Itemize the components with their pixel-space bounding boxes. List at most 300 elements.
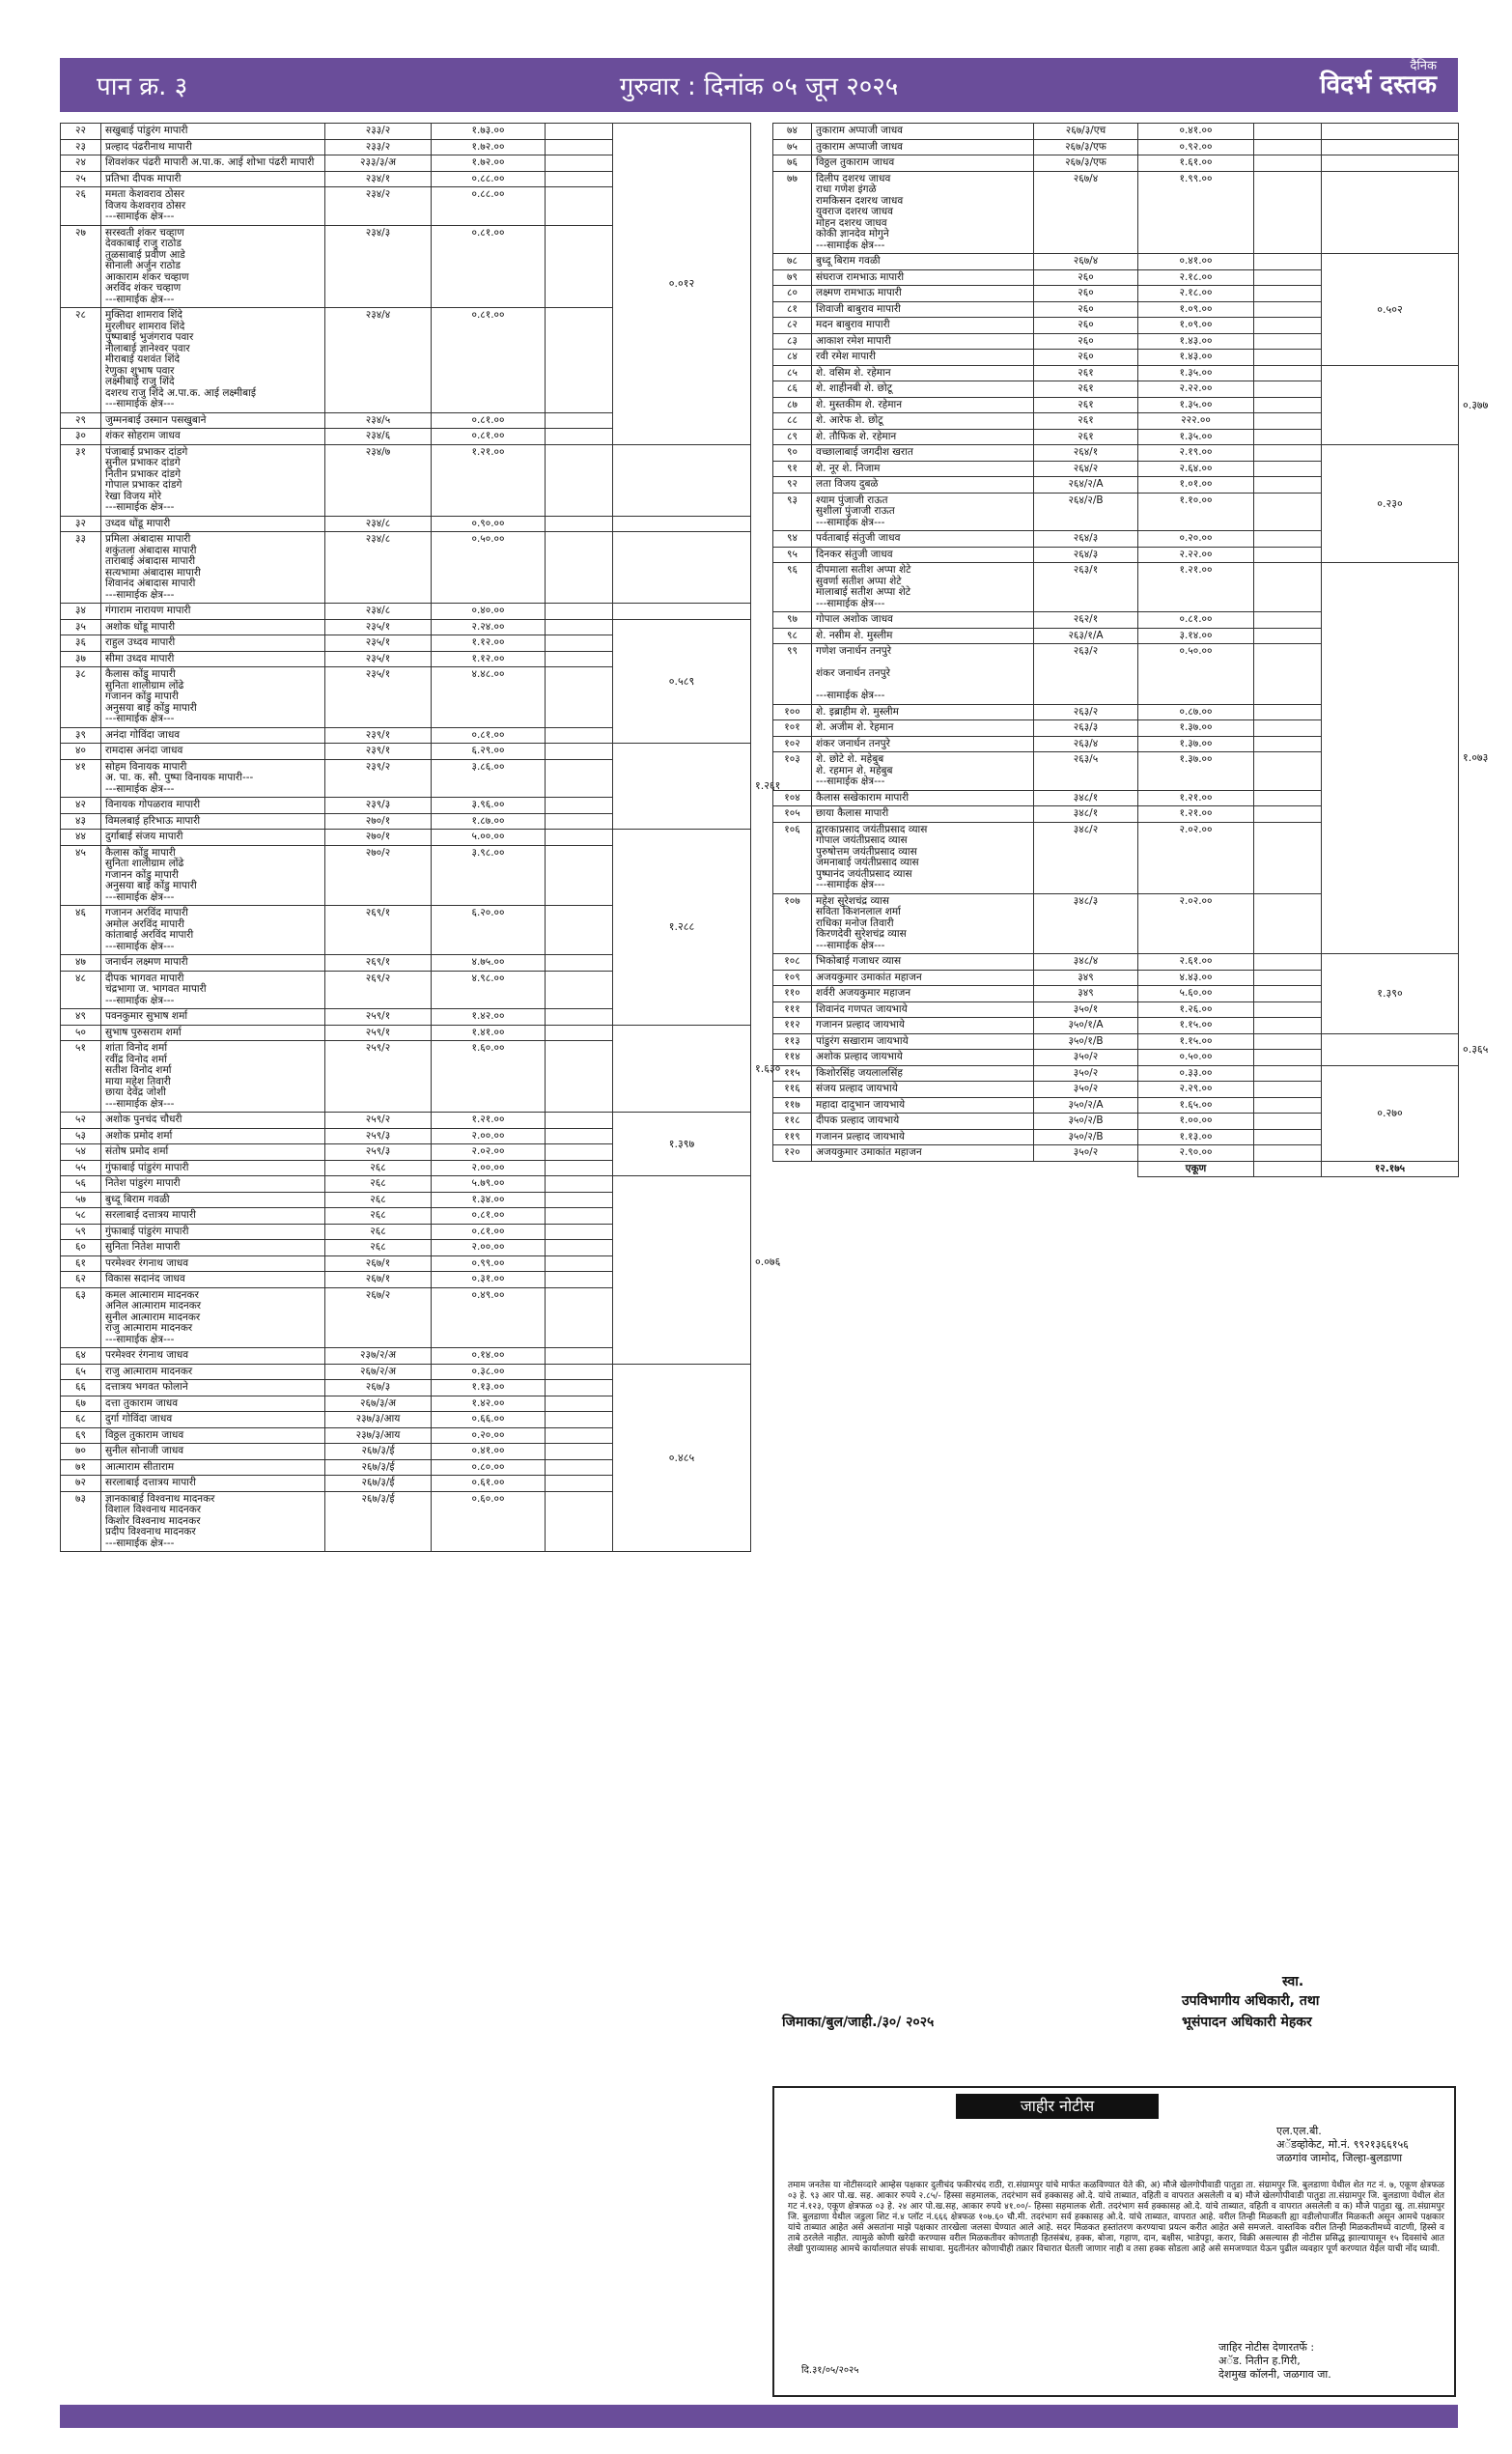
owner-name-cell: आत्माराम सीताराम — [101, 1459, 325, 1476]
owner-name-cell: परमेश्वर रंगनाथ जाधव — [101, 1348, 325, 1365]
serial-cell: ९४ — [773, 531, 812, 548]
owner-name-cell: परमेश्वर रंगनाथ जाधव — [101, 1255, 325, 1272]
survey-number-cell: २६९/१ — [325, 955, 432, 972]
owner-name-cell: वच्छालाबाई जगदीश खरात — [812, 445, 1034, 462]
table-row — [773, 429, 1459, 445]
blank-cell — [1254, 970, 1322, 986]
survey-number-cell: २६१ — [1034, 365, 1138, 381]
serial-cell: ७१ — [61, 1459, 101, 1476]
blank-cell — [1254, 531, 1322, 548]
table-row — [773, 704, 1459, 720]
owner-name-cell: पंजाबाई प्रभाकर दांडगे सुनील प्रभाकर दांडगे नितीन प्रभाकर दांडगे गोपाल प्रभाकर दांडगे रेखा विजय मोरे ---सामाईक क्षेत्र--- — [101, 444, 325, 516]
blank-cell — [546, 1412, 613, 1428]
owner-name-cell: मुक्तिदा शामराव शिंदे मुरलीधर शामराव शिंदे पुष्पाबाई भुजंगराव पवार नीलाबाई ज्ञानेश्वर पवार मीराबाई यशवंत शिंदे रेणुका शुभाष पवार लक्ष्मीबाई राजु शिंदे दशरथ राजु शिंदे अ.पा.क. आई लक्ष्मीबाई ---सामाईक क्षेत्र--- — [101, 308, 325, 413]
survey-number-cell: २६९/१ — [325, 906, 432, 955]
owner-name-cell: अजयकुमार उमाकांत महाजन — [812, 1145, 1034, 1162]
survey-number-cell: ३५०/१/A — [1034, 1018, 1138, 1034]
survey-number-cell: २६७/३/एफ — [1034, 139, 1138, 155]
serial-cell: १२० — [773, 1145, 812, 1162]
survey-number-cell: २७०/२ — [325, 845, 432, 906]
owner-name-cell: शे. नसीम शे. मुस्लीम — [812, 628, 1034, 644]
area-cell: १.३७.०० — [1138, 736, 1254, 752]
blank-cell — [1254, 493, 1322, 531]
blank-cell — [1254, 1065, 1322, 1082]
table-row: ८४ रवी रमेश मापारी २६० १.४३.०० ०.३७७ — [773, 350, 1459, 366]
blank-cell — [546, 444, 613, 516]
table-row — [61, 1224, 751, 1240]
blank-cell — [546, 813, 613, 830]
table-row — [61, 1025, 751, 1041]
page-header — [60, 58, 1458, 112]
blank-cell — [1254, 704, 1322, 720]
survey-number-cell: २६४/२/B — [1034, 493, 1138, 531]
area-cell: १.४३.०० — [1138, 350, 1254, 366]
blank-cell — [1254, 269, 1322, 286]
area-cell: ०.८१.०० — [432, 429, 546, 445]
area-cell: ०.३३.०० — [1138, 1065, 1254, 1082]
area-cell: १.२१.०० — [432, 444, 546, 516]
area-cell: १.८७.०० — [432, 813, 546, 830]
survey-number-cell: ३५०/२ — [1034, 1082, 1138, 1098]
area-cell: ३.१४.०० — [1138, 628, 1254, 644]
blank-cell — [546, 667, 613, 728]
area-cell: १.३४.०० — [432, 1192, 546, 1208]
reference-number: जिमाका/बुल/जाही./३०/ २०२५ — [782, 2015, 935, 2030]
area-cell: १.४३.०० — [1138, 333, 1254, 350]
serial-cell: ७७ — [773, 171, 812, 254]
area-cell: ०.२०.०० — [432, 1427, 546, 1444]
blank-cell — [1254, 1129, 1322, 1145]
blank-cell — [1254, 806, 1322, 823]
serial-cell: ८० — [773, 286, 812, 302]
owner-name-cell: दिलीप दशरथ जाधव राधा गणेश इंगळे रामकिसन दशरथ जाधव युवराज दशरथ जाधव मोहन दशरथ जाधव कोकी ज्ञानदेव मोगुने ---सामाईक क्षेत्र--- — [812, 171, 1034, 254]
serial-cell: ११९ — [773, 1129, 812, 1145]
area-cell: ०.८१.०० — [432, 308, 546, 413]
area-cell: १.४१.०० — [432, 1025, 546, 1041]
area-cell: २.६४.०० — [1138, 461, 1254, 477]
serial-cell: १०९ — [773, 970, 812, 986]
survey-number-cell: २५९/२ — [325, 1041, 432, 1113]
serial-cell: ३१ — [61, 444, 101, 516]
owner-name-cell: संतोष प्रमोद शर्मा — [101, 1144, 325, 1161]
blank-cell — [1254, 644, 1322, 705]
table-row — [61, 124, 751, 140]
serial-cell: ५८ — [61, 1208, 101, 1225]
serial-cell: ९२ — [773, 477, 812, 494]
table-row — [773, 155, 1459, 172]
notice-body: तमाम जनतेस या नोटीसव्दारे आम्हेस पक्षकार दुलीचंद फकीरचंद राठी, रा.संग्रामपुर यांचे मार्फत कळविण्यात येते की, अ) मौजे खेलगोपीवाडी पातुडा ता. संग्रामपुर जि. बुलडाणा येथील शेत गट नं. ७, एकूण क्षेत्रफळ ०३ हे. ९३ आर पो.ख. सह. आकार रुपये २.८५/- हिस्सा सहमालक, तदरंभाग सर्व हक्कासह ओ.दे. यांचे ताब्यात, वहिती व वापरात असलेली व ब) मौजे खेलगोपीवाडी पातुडा ता.संग्रामपुर जि. बुलडाणा येथील शेत गट नं.१२३, एकूण क्षेत्रफळ ०३ हे. २४ आर पो.ख.सह, आकार रुपये ४१.००/- हिस्सा सहमालक शेती. तदरंभाग सर्व हक्कासह ओ.दे. यांचे ताब्यात, वहिती व वापरात असलेली व क) मौजे पातुडा खु. ता.संग्रामपुर जि. बुलडाणा येथील जडुला शिट नं.४ प्लॉट नं.६६६ क्षेत्रफळ १०७.६० चौ.मी. तदरंभाग सर्व हक्कासह ओ.दे. यांचे ताब्यात, वापरात आहे. वरील तिन्ही मिळकती ह्या वडीलोपार्जीत मिळकती असून आमचे पक्षकार यांचे ताब्यात आहेत असे असतांना माझे पक्षकार तारखेला जलसा घेण्यात आले आहे. सदर मिळकत हस्तांतरण करण्याचा प्रयत्न करीत आहेत असे समजले. वास्तविक वरील तिन्ही मिळकतीमध्ये वाटणी, हिस्से व ताबे ठरलेले नाहीत. त्यामुळे कोणी खरेदी करण्यास वरील मिळकतीवर कोणताही हितसंबंध, हक्क, बोजा, गहाण, दान, बक्षीस, भाडेपट्टा, करार, विक्री असल्यास ही नोटीस प्रसिद्ध झाल्यापासून १५ दिवसांचे आत लेखी पुराव्यासह आमचे कार्यालयात संपर्क साधावा. मुदतीनंतर कोणाचीही तक्रार विचारात घेतली जाणार नाही व तसा हक्क सोडला आहे असे समजण्यात येऊन पुढील व्यवहार पूर्ण करण्यात येईल याची नोंद घ्यावी. — [788, 2181, 1444, 2254]
owner-name-cell: गजानन प्रल्हाद जायभाये — [812, 1129, 1034, 1145]
serial-cell: २४ — [61, 155, 101, 172]
blank-cell — [546, 1160, 613, 1176]
area-cell: १.३५.०० — [1138, 365, 1254, 381]
area-cell: १.१५.०० — [1138, 1033, 1254, 1050]
survey-number-cell: २६० — [1034, 318, 1138, 334]
survey-number-cell: ३५०/१/B — [1034, 1033, 1138, 1050]
owner-name-cell: आकाश रमेश मापारी — [812, 333, 1034, 350]
owner-name-cell: दीपक प्रल्हाद जायभाये — [812, 1114, 1034, 1130]
owner-name-cell: प्रमिला अंबादास मापारी शकुंतला अंबादास मापारी ताराबाई अंबादास मापारी सत्यभामा अंबादास मापारी शिवानंद अंबादास मापारी ---सामाईक क्षेत्र--- — [101, 532, 325, 604]
serial-cell: ५२ — [61, 1113, 101, 1129]
owner-name-cell: लता विजय दुबळे — [812, 477, 1034, 494]
table-row — [61, 830, 751, 846]
owner-name-cell: उध्दव धोंडू मापारी — [101, 516, 325, 532]
table-row — [61, 516, 751, 532]
table-row — [61, 1192, 751, 1208]
survey-number-cell: २६४/१ — [1034, 445, 1138, 462]
survey-number-cell: २६३/५ — [1034, 752, 1138, 791]
serial-cell: ११६ — [773, 1082, 812, 1098]
survey-number-cell: २६७/३/अ — [325, 1396, 432, 1412]
group-total-cell: ०.२३० — [1322, 445, 1459, 563]
area-cell: २.००.०० — [432, 1128, 546, 1144]
blank-cell — [546, 187, 613, 226]
owner-name-cell: शे. मुस्तकीम शे. रहेमान — [812, 397, 1034, 413]
blank-cell — [546, 124, 613, 140]
area-cell: ३.९६.०० — [432, 798, 546, 814]
table-row — [61, 798, 751, 814]
empty-total-cell — [1322, 155, 1459, 172]
owner-name-cell: दुर्गाबाई संजय मापारी — [101, 830, 325, 846]
area-cell: १.४२.०० — [432, 1009, 546, 1026]
serial-cell: ८८ — [773, 413, 812, 430]
public-notice — [772, 2086, 1456, 2397]
owner-name-cell: अनंदा गोविंदा जाधव — [101, 727, 325, 744]
survey-number-cell: ३४९ — [1034, 970, 1138, 986]
blank-cell — [546, 1348, 613, 1365]
owner-name-cell: अशोक प्रल्हाद जायभाये — [812, 1050, 1034, 1066]
survey-number-cell: २६८ — [325, 1224, 432, 1240]
blank-cell — [1254, 381, 1322, 398]
survey-number-cell: २६४/२ — [1034, 461, 1138, 477]
table-row — [773, 124, 1459, 140]
survey-number-cell: २६७/३/ई — [325, 1476, 432, 1492]
survey-number-cell: २६० — [1034, 301, 1138, 318]
area-cell: ०.६१.०० — [432, 1476, 546, 1492]
survey-number-cell: २७०/१ — [325, 813, 432, 830]
empty-total-cell — [613, 516, 751, 532]
area-cell: २.०२.०० — [1138, 822, 1254, 893]
owner-name-cell: सरलाबाई दत्तात्रय मापारी — [101, 1208, 325, 1225]
owner-name-cell: गुंफाबाई पांडुरंग मापारी — [101, 1160, 325, 1176]
serial-cell: ५५ — [61, 1160, 101, 1176]
owner-name-cell: तुकाराम अप्पाजी जाधव — [812, 124, 1034, 140]
owner-name-cell: नितेश पांडुरंग मापारी — [101, 1176, 325, 1193]
area-cell: ०.९२.०० — [1138, 139, 1254, 155]
blank-cell — [546, 651, 613, 667]
serial-cell: ७९ — [773, 269, 812, 286]
blank-cell — [546, 619, 613, 635]
serial-cell: ११४ — [773, 1050, 812, 1066]
serial-cell: ८१ — [773, 301, 812, 318]
serial-cell: ३४ — [61, 604, 101, 620]
grand-total-value: १२.१७५ — [1322, 1161, 1459, 1177]
group-total-cell: ०.५०२ — [1322, 254, 1459, 366]
serial-cell: ३० — [61, 429, 101, 445]
survey-number-cell: २३४/८ — [325, 604, 432, 620]
owner-name-cell: सुभाष पुरुसराम शर्मा — [101, 1025, 325, 1041]
table-row — [61, 604, 751, 620]
owner-name-cell: विमलबाई हरिभाऊ मापारी — [101, 813, 325, 830]
signature-block — [772, 1966, 1458, 2073]
survey-number-cell: २६१ — [1034, 429, 1138, 445]
survey-number-cell: २६८ — [325, 1176, 432, 1193]
owner-name-cell: दिनकर संतुजी जाधव — [812, 547, 1034, 563]
table-row — [773, 139, 1459, 155]
publication-date: गुरुवार : दिनांक ०५ जून २०२५ — [619, 72, 899, 101]
blank-cell — [546, 155, 613, 172]
serial-cell: १०१ — [773, 720, 812, 737]
area-cell: १.२१.०० — [1138, 806, 1254, 823]
blank-cell — [546, 1025, 613, 1041]
signature-line: स्वा. — [1282, 1974, 1304, 1989]
survey-number-cell: २६७/३ — [325, 1380, 432, 1396]
table-row: ९५ दिनकर संतुजी जाधव २६४/३ २.२२.०० १.०७३ — [773, 547, 1459, 563]
table-row — [773, 413, 1459, 430]
owner-name-cell: छाया कैलास मापारी — [812, 806, 1034, 823]
area-cell: १.३७.०० — [1138, 720, 1254, 737]
blank-cell — [1254, 365, 1322, 381]
blank-cell — [546, 1113, 613, 1129]
area-cell: ०.३८.०० — [432, 1364, 546, 1380]
table-row — [773, 790, 1459, 806]
blank-cell — [546, 955, 613, 972]
survey-number-cell: २६८ — [325, 1160, 432, 1176]
survey-number-cell: २३९/२ — [325, 759, 432, 798]
area-cell: १.२१.०० — [432, 1113, 546, 1129]
owner-name-cell: शे. इब्राहीम शे. मुस्लीम — [812, 704, 1034, 720]
owner-name-cell: सरस्वती शंकर चव्हाण देवकाबाई राजु राठोड तुळसाबाई प्रवीण आडे सोनाली अर्जुन राठोड आकाराम शंकर चव्हाण अरविंद शंकर चव्हाण ---सामाईक क्षेत्र--- — [101, 225, 325, 308]
serial-cell: ८२ — [773, 318, 812, 334]
owner-name-cell: शे. छोटे शे. महेबुब शे. रहमान शे. महेबुब ---सामाईक क्षेत्र--- — [812, 752, 1034, 791]
area-cell: ३.९८.०० — [432, 845, 546, 906]
blank-cell — [546, 604, 613, 620]
owner-name-cell: ममता केशवराव ठोसर विजय केशवराव ठोसर ---सामाईक क्षेत्र--- — [101, 187, 325, 226]
area-cell: ४.९८.०० — [432, 971, 546, 1009]
empty-total-cell — [1322, 124, 1459, 140]
publication-tag: दैनिक — [1410, 59, 1437, 73]
table-row: ३९ अनंदा गोविंदा जाधव २३९/१ ०.८१.०० १.२६१ — [61, 727, 751, 744]
serial-cell: २२ — [61, 124, 101, 140]
survey-number-cell: २६० — [1034, 269, 1138, 286]
serial-cell: ३८ — [61, 667, 101, 728]
serial-cell: ३५ — [61, 619, 101, 635]
survey-number-cell: २३५/१ — [325, 635, 432, 652]
owner-name-cell: द्वारकाप्रसाद जयंतीप्रसाद व्यास गोपाल जयंतीप्रसाद व्यास पुरुषोत्तम जयंतीप्रसाद व्यास जमनाबाई जयंतीप्रसाद व्यास पुष्पानंद जयंतीप्रसाद व्यास ---सामाईक क्षेत्र--- — [812, 822, 1034, 893]
serial-cell: ६३ — [61, 1287, 101, 1348]
owner-name-cell: पर्वताबाई संतुजी जाधव — [812, 531, 1034, 548]
survey-number-cell: २६७/२/अ — [325, 1364, 432, 1380]
survey-number-cell: २६७/३/एच — [1034, 124, 1138, 140]
blank-cell — [1254, 461, 1322, 477]
page-number: पान क्र. ३ — [97, 72, 188, 101]
serial-cell: ५३ — [61, 1128, 101, 1144]
survey-number-cell: २३४/८ — [325, 532, 432, 604]
serial-cell: १०२ — [773, 736, 812, 752]
blank-cell — [546, 1272, 613, 1288]
advocate-info: एल.एल.बी. अॅडव्होकेट, मो.नं. ९९२१३६६१५६ जळगांव जामोद, जिल्हा-बुलडाणा — [1276, 2125, 1409, 2164]
table-row — [773, 752, 1459, 791]
serial-cell: ७५ — [773, 139, 812, 155]
area-cell: ०.८१.०० — [432, 1224, 546, 1240]
serial-cell: २३ — [61, 139, 101, 155]
owner-name-cell: महेश सुरेशचंद्र व्यास सविता किशनलाल शर्मा राधिका मनोज तिवारी किरणदेवी सुरेशचंद्र व्यास ---सामाईक क्षेत्र--- — [812, 893, 1034, 954]
blank-cell — [1254, 301, 1322, 318]
blank-cell — [1254, 413, 1322, 430]
owner-name-cell: पांडुरंग सखाराम जायभाये — [812, 1033, 1034, 1050]
survey-number-cell: २६३/४ — [1034, 736, 1138, 752]
serial-cell: ११८ — [773, 1114, 812, 1130]
blank-cell — [546, 1491, 613, 1552]
survey-number-cell: २३३/२ — [325, 124, 432, 140]
grand-total-label: एकूण — [1138, 1161, 1254, 1177]
serial-cell: ८३ — [773, 333, 812, 350]
area-cell: ६.२०.०० — [432, 906, 546, 955]
blank-cell — [1254, 547, 1322, 563]
survey-number-cell: २३५/१ — [325, 667, 432, 728]
table-row — [773, 365, 1459, 381]
survey-number-cell: ३४९ — [1034, 986, 1138, 1002]
blank-cell — [1254, 333, 1322, 350]
area-cell: २.१८.०० — [1138, 269, 1254, 286]
serial-cell: ४८ — [61, 971, 101, 1009]
owner-name-cell: अजयकुमार उमाकांत महाजन — [812, 970, 1034, 986]
area-cell: २.०२.०० — [1138, 893, 1254, 954]
owner-name-cell: विकास सदानंद जाधव — [101, 1272, 325, 1288]
blank-cell — [546, 1444, 613, 1460]
table-row — [61, 1272, 751, 1288]
owner-name-cell: दुर्गा गोविंदा जाधव — [101, 1412, 325, 1428]
serial-cell: ८६ — [773, 381, 812, 398]
survey-number-cell: २६४/३ — [1034, 547, 1138, 563]
blank-cell — [1254, 1050, 1322, 1066]
owner-name-cell: शिवशंकर पंढरी मापारी अ.पा.क. आई शोभा पंढरी मापारी — [101, 155, 325, 172]
blank-cell — [546, 1192, 613, 1208]
area-cell: ०.८०.०० — [432, 1459, 546, 1476]
blank-cell — [1254, 736, 1322, 752]
blank-cell — [546, 516, 613, 532]
survey-number-cell: ३४८/३ — [1034, 893, 1138, 954]
area-cell: ५.६०.०० — [1138, 986, 1254, 1002]
owner-name-cell: गोपाल अशोक जाधव — [812, 612, 1034, 629]
survey-number-cell: २३९/१ — [325, 744, 432, 760]
area-cell: १.०९.०० — [1138, 301, 1254, 318]
serial-cell: ६७ — [61, 1396, 101, 1412]
blank-cell — [1254, 124, 1322, 140]
serial-cell: १०४ — [773, 790, 812, 806]
owner-name-cell: शे. आरेफ शे. छोटू — [812, 413, 1034, 430]
notice-date: दि.३१/०५/२०२५ — [801, 2365, 859, 2376]
survey-number-cell: २६३/१ — [1034, 563, 1138, 612]
survey-number-cell: २६७/४ — [1034, 254, 1138, 270]
blank-cell — [1254, 790, 1322, 806]
blank-cell — [546, 1208, 613, 1225]
group-total-cell: ०.०१२ — [613, 124, 751, 445]
officer-office: भूसंपादन अधिकारी मेहकर — [1182, 2015, 1312, 2030]
land-table-left — [60, 123, 781, 1552]
table-row — [773, 893, 1459, 954]
area-cell: ०.४९.०० — [432, 1287, 546, 1348]
area-cell: ६.२९.०० — [432, 744, 546, 760]
area-cell: १.९९.०० — [1138, 171, 1254, 254]
table-row — [61, 759, 751, 798]
survey-number-cell: २३४/३ — [325, 225, 432, 308]
survey-number-cell: ३५०/२/B — [1034, 1114, 1138, 1130]
group-total-cell: १.३९० — [1322, 954, 1459, 1034]
area-cell: २.२९.०० — [1138, 1082, 1254, 1098]
serial-cell: ५९ — [61, 1224, 101, 1240]
serial-cell: ११२ — [773, 1018, 812, 1034]
area-cell: १.३७.०० — [1138, 752, 1254, 791]
survey-number-cell: २६७/३/ई — [325, 1444, 432, 1460]
area-cell: ०.८८.०० — [432, 171, 546, 187]
survey-number-cell: २३४/२ — [325, 187, 432, 226]
blank-cell — [546, 1459, 613, 1476]
blank-cell — [546, 1009, 613, 1026]
serial-cell: २६ — [61, 187, 101, 226]
blank-cell — [546, 308, 613, 413]
survey-number-cell: २६८ — [325, 1208, 432, 1225]
blank-cell — [1254, 954, 1322, 971]
owner-name-cell: बुध्दू बिराम गवळी — [812, 254, 1034, 270]
blank-cell — [546, 971, 613, 1009]
owner-name-cell: बुध्दू बिराम गवळी — [101, 1192, 325, 1208]
survey-number-cell: ३४८/१ — [1034, 790, 1138, 806]
owner-name-cell: शर्वरी अजयकुमार महाजन — [812, 986, 1034, 1002]
blank-cell — [1254, 171, 1322, 254]
owner-name-cell: कमल आत्माराम मादनकर अनिल आत्माराम मादनकर सुनील आत्माराम मादनकर राजु आत्माराम मादनकर ---सामाईक क्षेत्र--- — [101, 1287, 325, 1348]
area-cell: २.०२.०० — [432, 1144, 546, 1161]
area-cell: ०.४०.०० — [432, 604, 546, 620]
survey-number-cell: २६३/१/A — [1034, 628, 1138, 644]
table-row — [773, 1050, 1459, 1066]
area-cell: २.२२.०० — [1138, 547, 1254, 563]
serial-cell: ५७ — [61, 1192, 101, 1208]
serial-cell: ९८ — [773, 628, 812, 644]
area-cell: ४.४८.०० — [432, 667, 546, 728]
survey-number-cell: २६७/४ — [1034, 171, 1138, 254]
owner-name-cell: सोहम विनायक मापारी अ. पा. क. सौ. पुष्पा विनायक मापारी--- ---सामाईक क्षेत्र--- — [101, 759, 325, 798]
area-cell: १.२१.०० — [1138, 790, 1254, 806]
blank-cell — [546, 429, 613, 445]
survey-number-cell: २६७/१ — [325, 1255, 432, 1272]
area-cell: ०.८१.०० — [1138, 612, 1254, 629]
serial-cell: ४२ — [61, 798, 101, 814]
survey-number-cell: २३७/३/आय — [325, 1427, 432, 1444]
owner-name-cell: मदन बाबुराव मापारी — [812, 318, 1034, 334]
blank-cell — [1254, 350, 1322, 366]
owner-name-cell: शे. तौफिक शे. रहेमान — [812, 429, 1034, 445]
owner-name-cell: दीपमाला सतीश अप्पा शेटे सुवर्णा सतीश अप्पा शेटे मालाबाई सतीश अप्पा शेटे ---सामाईक क्षेत्र--- — [812, 563, 1034, 612]
blank-cell — [1254, 1097, 1322, 1114]
blank-cell — [1254, 628, 1322, 644]
serial-cell: १०६ — [773, 822, 812, 893]
blank-cell — [546, 1128, 613, 1144]
area-cell: १.१०.०० — [1138, 493, 1254, 531]
group-total-cell: ०.४८५ — [613, 1364, 751, 1552]
owner-name-cell: गजानन प्रल्हाद जायभाये — [812, 1018, 1034, 1034]
survey-number-cell: २६७/३/ई — [325, 1459, 432, 1476]
table-row — [61, 1176, 751, 1193]
survey-number-cell: ३४८/१ — [1034, 806, 1138, 823]
survey-number-cell: ३५०/१ — [1034, 1001, 1138, 1018]
survey-number-cell: २३३/३/अ — [325, 155, 432, 172]
serial-cell: ४१ — [61, 759, 101, 798]
serial-cell: ३९ — [61, 727, 101, 744]
blank-cell — [546, 225, 613, 308]
serial-cell: ७४ — [773, 124, 812, 140]
survey-number-cell: २६२/१ — [1034, 612, 1138, 629]
